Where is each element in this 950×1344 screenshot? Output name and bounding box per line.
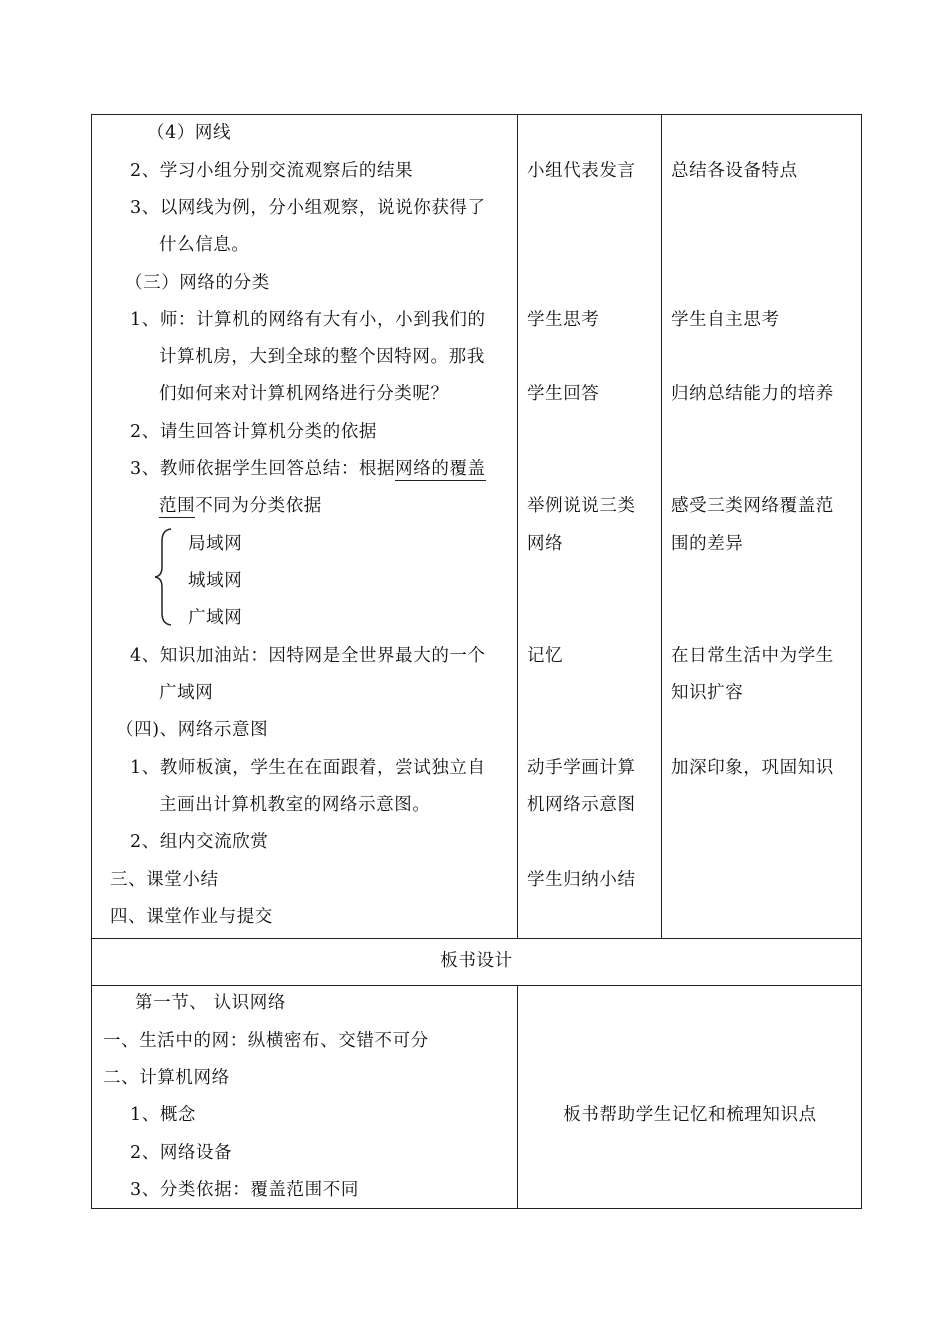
design-intent: 知识扩容 bbox=[671, 683, 744, 703]
design-intent: 学生自主思考 bbox=[671, 310, 780, 330]
process-line: 广域网 bbox=[159, 683, 214, 703]
process-line: 2、组内交流欣赏 bbox=[130, 832, 269, 852]
board-line: 二、计算机网络 bbox=[103, 1068, 230, 1088]
network-type-wan: 广域网 bbox=[188, 608, 243, 628]
process-line: 1、师：计算机的网络有大有小，小到我们的 bbox=[130, 310, 486, 330]
student-activity: 学生回答 bbox=[527, 384, 600, 404]
design-intent: 在日常生活中为学生 bbox=[671, 646, 834, 666]
row-divider-2 bbox=[91, 985, 862, 986]
board-line: 第一节、 认识网络 bbox=[135, 993, 286, 1013]
design-intent: 加深印象，巩固知识 bbox=[671, 758, 834, 778]
process-line: 2、请生回答计算机分类的依据 bbox=[130, 422, 378, 442]
row-divider-1 bbox=[91, 938, 862, 939]
student-activity: 小组代表发言 bbox=[527, 161, 636, 181]
student-activity: 举例说说三类 bbox=[527, 496, 636, 516]
network-type-man: 城域网 bbox=[188, 571, 243, 591]
design-intent: 归纳总结能力的培养 bbox=[671, 384, 834, 404]
curly-brace-icon bbox=[153, 527, 175, 627]
process-line: 计算机房，大到全球的整个因特网。那我 bbox=[159, 347, 485, 367]
process-line: 范围不同为分类依据 bbox=[159, 496, 322, 516]
underlined-term: 网络的覆盖 bbox=[395, 459, 486, 479]
student-activity: 网络 bbox=[527, 534, 564, 554]
student-activity: 机网络示意图 bbox=[527, 795, 636, 815]
section-heading: （四)、网络示意图 bbox=[116, 720, 269, 740]
board-line: 1、概念 bbox=[130, 1105, 197, 1125]
design-intent: 感受三类网络覆盖范 bbox=[671, 496, 834, 516]
column-divider-2 bbox=[661, 114, 662, 938]
board-line: 一、生活中的网：纵横密布、交错不可分 bbox=[103, 1031, 429, 1051]
board-line: 2、网络设备 bbox=[130, 1143, 233, 1163]
board-line: 3、分类依据：覆盖范围不同 bbox=[130, 1180, 359, 1200]
network-type-lan: 局域网 bbox=[188, 534, 243, 554]
board-note: 板书帮助学生记忆和梳理知识点 bbox=[563, 1105, 817, 1125]
student-activity: 学生思考 bbox=[527, 310, 600, 330]
process-line: 什么信息。 bbox=[159, 235, 250, 255]
process-line: 4、知识加油站：因特网是全世界最大的一个 bbox=[130, 646, 486, 666]
section-heading: （三）网络的分类 bbox=[125, 273, 270, 293]
process-line: 3、以网线为例，分小组观察，说说你获得了 bbox=[130, 198, 486, 218]
process-line: 3、教师依据学生回答总结：根据网络的覆盖 bbox=[130, 459, 486, 479]
student-activity: 学生归纳小结 bbox=[527, 870, 636, 890]
section-heading: 三、课堂小结 bbox=[110, 870, 219, 890]
column-divider-1 bbox=[517, 114, 518, 938]
column-divider-3 bbox=[517, 985, 518, 1209]
underlined-term: 范围 bbox=[159, 496, 196, 516]
design-intent: 围的差异 bbox=[671, 534, 744, 554]
process-line: 主画出计算机教室的网络示意图。 bbox=[159, 795, 431, 815]
student-activity: 记忆 bbox=[527, 646, 564, 666]
section-heading: 四、课堂作业与提交 bbox=[110, 907, 273, 927]
board-design-header: 板书设计 bbox=[440, 951, 513, 971]
process-line: 们如何来对计算机网络进行分类呢？ bbox=[159, 384, 449, 404]
design-intent: 总结各设备特点 bbox=[671, 161, 798, 181]
process-line: （4）网线 bbox=[147, 123, 232, 143]
process-line: 1、教师板演，学生在在面跟着，尝试独立自 bbox=[130, 758, 486, 778]
process-line: 2、学习小组分别交流观察后的结果 bbox=[130, 161, 414, 181]
student-activity: 动手学画计算 bbox=[527, 758, 636, 778]
